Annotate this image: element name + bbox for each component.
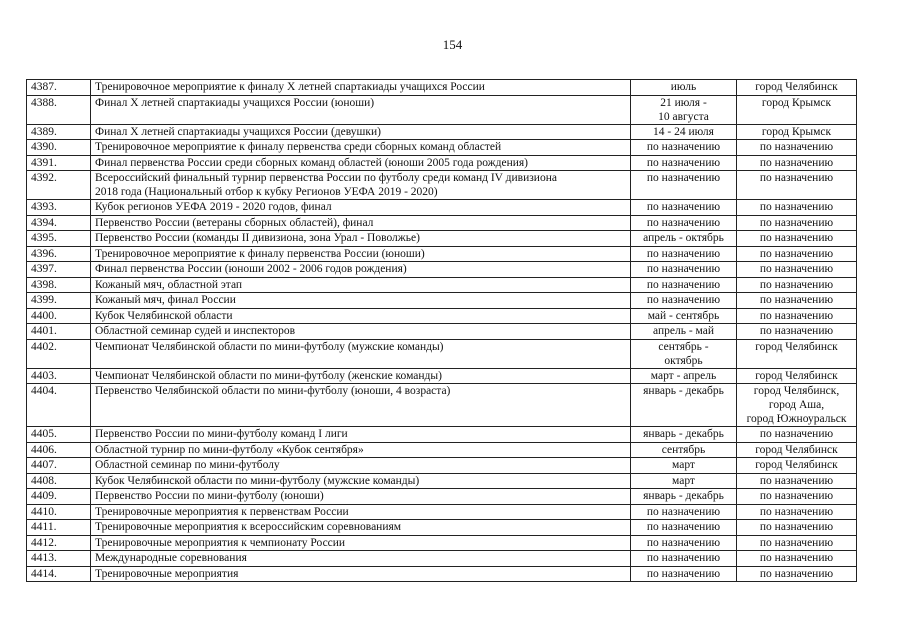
table-row [27,277,857,293]
row-number: 4403. [27,368,91,384]
event-place: город Челябинск [737,80,857,96]
event-place: по назначению [737,215,857,231]
event-name: Кожаный мяч, областной этап [91,277,631,293]
event-name: Тренировочное мероприятие к финалу первенства России (юноши) [91,246,631,262]
event-name: Тренировочные мероприятия к первенствам России [91,504,631,520]
event-place: город Челябинск [737,339,857,368]
event-date: по назначению [631,520,737,536]
event-place: по назначению [737,140,857,156]
event-date: март - апрель [631,368,737,384]
event-place: по назначению [737,246,857,262]
page-number: 154 [442,37,463,52]
row-number: 4389. [27,124,91,140]
event-date: январь - декабрь [631,427,737,443]
event-name: Кубок Челябинской области по мини-футболу (мужские команды) [91,473,631,489]
event-place: по назначению [737,155,857,171]
row-number: 4411. [27,520,91,536]
event-place: по назначению [737,520,857,536]
event-place: город Челябинск [737,368,857,384]
event-name: Финал первенства России среди сборных команд областей (юноши 2005 года рождения) [91,155,631,171]
event-place: город Челябинск, город Аша, город Южноуральск [737,384,857,427]
event-place: город Челябинск [737,458,857,474]
event-date: март [631,458,737,474]
row-number: 4399. [27,293,91,309]
table-row [27,324,857,340]
row-number: 4397. [27,262,91,278]
event-name: Тренировочные мероприятия к чемпионату России [91,535,631,551]
event-name: Первенство России по мини-футболу команд I лиги [91,427,631,443]
table-row [27,171,857,200]
event-place: по назначению [737,293,857,309]
row-number: 4405. [27,427,91,443]
event-date: январь - декабрь [631,489,737,505]
table-row [27,535,857,551]
event-place: по назначению [737,427,857,443]
event-name: Финал первенства России (юноши 2002 - 2006 годов рождения) [91,262,631,278]
event-date: май - сентябрь [631,308,737,324]
event-place: по назначению [737,231,857,247]
event-name: Кубок Челябинской области [91,308,631,324]
row-number: 4412. [27,535,91,551]
event-date: 21 июля - 10 августа [631,95,737,124]
table-row [27,473,857,489]
event-date: по назначению [631,551,737,567]
table-row [27,293,857,309]
table-row [27,215,857,231]
events-table [26,79,857,582]
event-date: по назначению [631,246,737,262]
event-place: по назначению [737,171,857,200]
table-row [27,427,857,443]
event-name: Тренировочное мероприятие к финалу первенства среди сборных команд областей [91,140,631,156]
event-date: по назначению [631,215,737,231]
event-place: город Челябинск [737,442,857,458]
row-number: 4407. [27,458,91,474]
event-name: Областной семинар по мини-футболу [91,458,631,474]
row-number: 4396. [27,246,91,262]
table-row [27,520,857,536]
row-number: 4408. [27,473,91,489]
table-row [27,246,857,262]
row-number: 4409. [27,489,91,505]
events-table-body [27,80,857,582]
event-date: по назначению [631,566,737,582]
table-row [27,80,857,96]
event-date: по назначению [631,262,737,278]
event-place: по назначению [737,277,857,293]
row-number: 4410. [27,504,91,520]
event-name: Финал X летней спартакиады учащихся России (юноши) [91,95,631,124]
event-date: апрель - май [631,324,737,340]
event-place: по назначению [737,473,857,489]
row-number: 4395. [27,231,91,247]
table-row [27,566,857,582]
table-row [27,200,857,216]
event-name: Первенство Челябинской области по мини-футболу (юноши, 4 возраста) [91,384,631,427]
event-name: Первенство России (ветераны сборных областей), финал [91,215,631,231]
event-date: по назначению [631,171,737,200]
event-place: по назначению [737,308,857,324]
row-number: 4414. [27,566,91,582]
event-name: Первенство России (команды II дивизиона, зона Урал - Поволжье) [91,231,631,247]
row-number: 4393. [27,200,91,216]
row-number: 4388. [27,95,91,124]
table-row [27,458,857,474]
event-place: по назначению [737,489,857,505]
row-number: 4402. [27,339,91,368]
event-place: город Крымск [737,95,857,124]
event-name: Тренировочные мероприятия [91,566,631,582]
table-row [27,231,857,247]
event-place: по назначению [737,535,857,551]
event-place: по назначению [737,551,857,567]
row-number: 4390. [27,140,91,156]
event-name: Областной турнир по мини-футболу «Кубок сентября» [91,442,631,458]
event-name: Кожаный мяч, финал России [91,293,631,309]
event-place: город Крымск [737,124,857,140]
event-name: Областной семинар судей и инспекторов [91,324,631,340]
row-number: 4400. [27,308,91,324]
row-number: 4392. [27,171,91,200]
event-name: Финал X летней спартакиады учащихся России (девушки) [91,124,631,140]
table-row [27,308,857,324]
row-number: 4398. [27,277,91,293]
event-date: по назначению [631,293,737,309]
event-name: Международные соревнования [91,551,631,567]
table-row [27,140,857,156]
row-number: 4404. [27,384,91,427]
table-row [27,368,857,384]
event-name: Кубок регионов УЕФА 2019 - 2020 годов, финал [91,200,631,216]
event-place: по назначению [737,566,857,582]
event-date: сентябрь [631,442,737,458]
event-date: 14 - 24 июля [631,124,737,140]
event-date: по назначению [631,277,737,293]
table-row [27,95,857,124]
event-date: сентябрь - октябрь [631,339,737,368]
row-number: 4391. [27,155,91,171]
table-row [27,489,857,505]
table-row [27,339,857,368]
event-date: по назначению [631,504,737,520]
event-date: март [631,473,737,489]
event-place: по назначению [737,504,857,520]
event-date: январь - декабрь [631,384,737,427]
event-place: по назначению [737,200,857,216]
table-row [27,262,857,278]
event-name: Чемпионат Челябинской области по мини-футболу (мужские команды) [91,339,631,368]
table-row [27,124,857,140]
event-date: по назначению [631,535,737,551]
event-name: Тренировочные мероприятия к всероссийским соревнованиям [91,520,631,536]
event-date: по назначению [631,140,737,156]
event-date: июль [631,80,737,96]
table-row [27,155,857,171]
row-number: 4406. [27,442,91,458]
event-date: апрель - октябрь [631,231,737,247]
event-date: по назначению [631,200,737,216]
table-row [27,442,857,458]
table-row [27,384,857,427]
table-row [27,551,857,567]
row-number: 4413. [27,551,91,567]
row-number: 4401. [27,324,91,340]
event-place: по назначению [737,262,857,278]
event-place: по назначению [737,324,857,340]
event-name: Тренировочное мероприятие к финалу X летней спартакиады учащихся России [91,80,631,96]
event-name: Всероссийский финальный турнир первенства России по футболу среди команд IV дивизиона 2018 года (Национальный отбор к кубку Регионов УЕФА 2019 - 2020) [91,171,631,200]
table-row [27,504,857,520]
event-name: Чемпионат Челябинской области по мини-футболу (женские команды) [91,368,631,384]
event-name: Первенство России по мини-футболу (юноши) [91,489,631,505]
row-number: 4394. [27,215,91,231]
event-date: по назначению [631,155,737,171]
row-number: 4387. [27,80,91,96]
